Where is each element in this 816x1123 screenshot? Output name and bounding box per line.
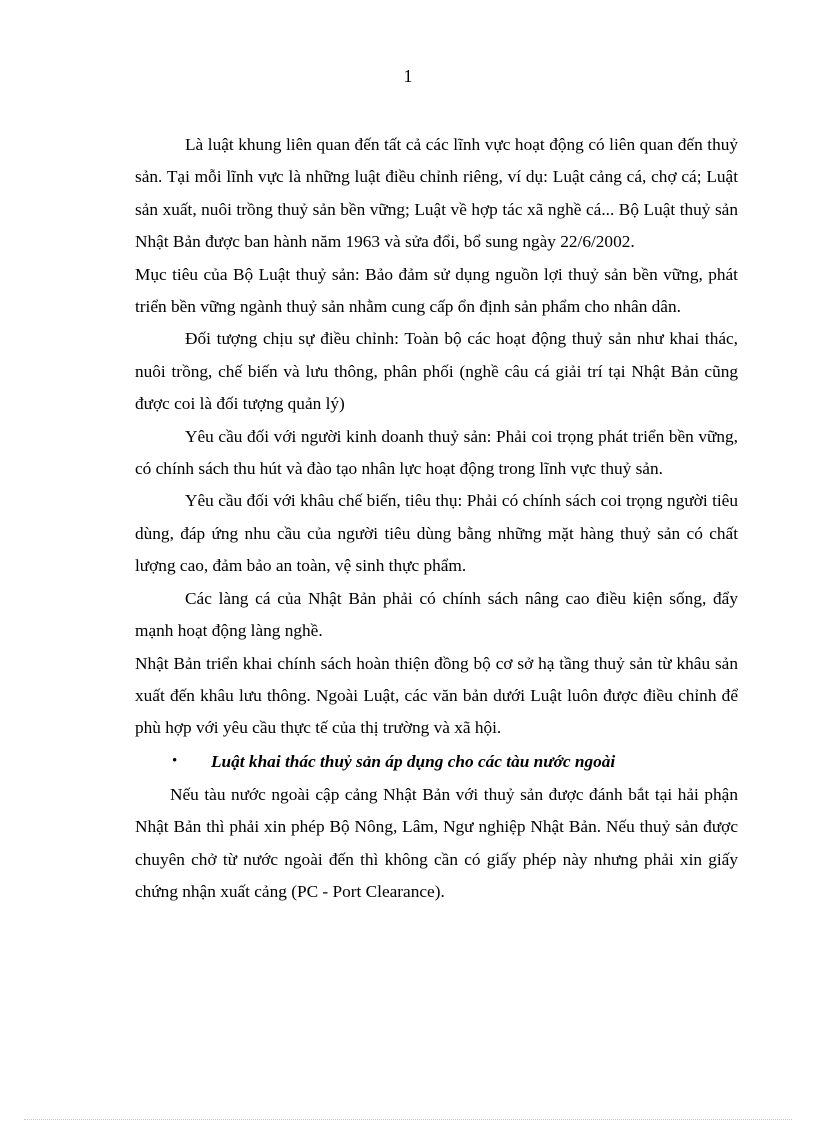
paragraph-business-requirements: Yêu cầu đối với người kinh doanh thuỷ sản: Phải coi trọng phát triển bền vững, có chính sách thu hút và đào tạo nhân lực hoạt động trong lĩnh vực thuỷ sản. (135, 426, 738, 479)
paragraph-regulated-subjects: Đối tượng chịu sự điều chỉnh: Toàn bộ các hoạt động thuỷ sản như khai thác, nuôi trồng, chế biến và lưu thông, phân phối (nghề câu cá giải trí tại Nhật Bản cũng được coi là đối tượng quản lý) (135, 329, 738, 414)
bullet-icon: • (172, 753, 178, 770)
paragraph-fishing-villages: Các làng cá của Nhật Bản phải có chính sách nâng cao điều kiện sống, đẩy mạnh hoạt động làng nghề. (135, 588, 738, 641)
page-bottom-divider (24, 1119, 792, 1120)
paragraph-foreign-vessels: Nếu tàu nước ngoài cập cảng Nhật Bản với thuỷ sản được đánh bắt tại hải phận Nhật Bản thì phải xin phép Bộ Nông, Lâm, Ngư nghiệp Nhật Bản. Nếu thuỷ sản được chuyên chở từ nước ngoài đến thì không cần có giấy phép này nhưng phải xin giấy chứng nhận xuất cảng (PC - Port Clearance). (135, 784, 738, 901)
paragraph-infrastructure: Nhật Bản triển khai chính sách hoàn thiện đồng bộ cơ sở hạ tầng thuỷ sản từ khâu sản xuất đến khâu lưu thông. Ngoài Luật, các văn bản dưới Luật luôn được điều chỉnh để phù hợp với yêu cầu thực tế của thị trường và xã hội. (135, 653, 738, 738)
bullet-heading-row (135, 745, 738, 779)
paragraph-processing-requirements: Yêu cầu đối với khâu chế biến, tiêu thụ: Phải có chính sách coi trọng người tiêu dùng, đáp ứng nhu cầu của người tiêu dùng bằng những mặt hàng thuỷ sản có chất lượng cao, đảm bảo an toàn, vệ sinh thực phẩm. (135, 491, 738, 576)
paragraph-law-framework: Là luật khung liên quan đến tất cả các lĩnh vực hoạt động có liên quan đến thuỷ sản. Tại mỗi lĩnh vực là những luật điều chỉnh riêng, ví dụ: Luật cảng cá, chợ cá; Luật sản xuất, nuôi trồng thuỷ sản bền vững; Luật về hợp tác xã nghề cá... Bộ Luật thuỷ sản Nhật Bản được ban hành năm 1963 và sửa đổi, bổ sung ngày 22/6/2002. (135, 135, 738, 252)
section-heading-foreign-vessels: Luật khai thác thuỷ sản áp dụng cho các tàu nước ngoài (211, 751, 616, 771)
paragraph-law-objectives: Mục tiêu của Bộ Luật thuỷ sản: Bảo đảm sử dụng nguồn lợi thuỷ sản bền vững, phát triển bền vững ngành thuỷ sản nhằm cung cấp ổn định sản phẩm cho nhân dân. (135, 264, 738, 317)
page-number: 1 (403, 66, 413, 86)
document-body (135, 129, 738, 908)
